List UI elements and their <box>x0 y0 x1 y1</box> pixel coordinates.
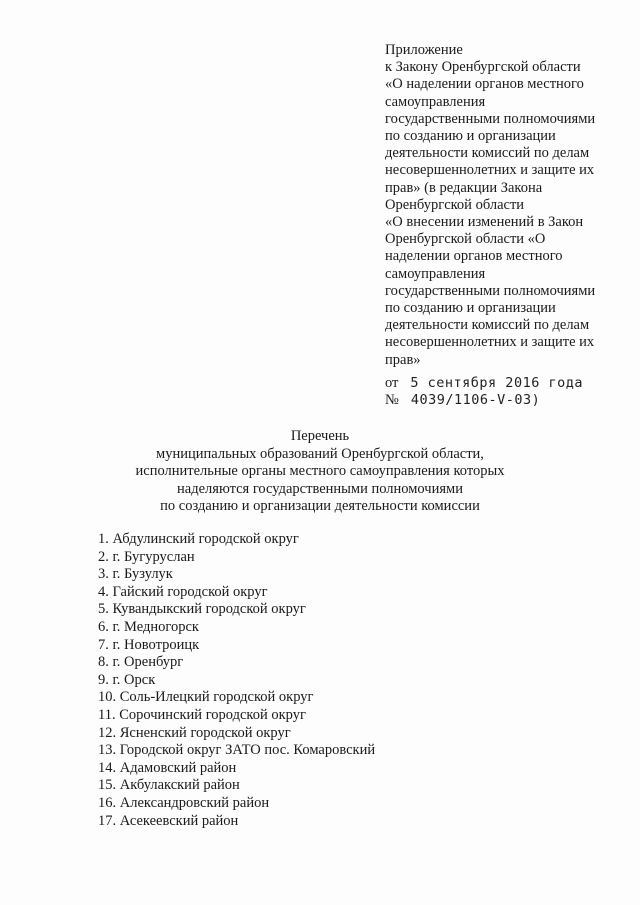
list-item: 6. г. Медногорск <box>98 618 199 635</box>
appendix-line: прав» (в редакции Закона <box>385 179 543 196</box>
list-item: 2. г. Бугуруслан <box>98 548 195 565</box>
list-item: 4. Гайский городской округ <box>98 583 268 600</box>
heading-line: по созданию и организации деятельности комиссии <box>160 498 480 514</box>
list-item: 15. Акбулакский район <box>98 777 240 794</box>
appendix-line: к Закону Оренбургской области <box>385 59 581 76</box>
list-item: 17. Асекеевский район <box>98 812 239 829</box>
appendix-line: прав» <box>385 351 421 368</box>
appendix-line: по созданию и организации <box>385 128 556 145</box>
number-prefix: № <box>385 392 399 408</box>
list-item: 16. Александровский район <box>98 794 270 811</box>
appendix-line: деятельности комиссий по делам <box>385 145 590 162</box>
appendix-line: государственными полномочиями <box>385 110 596 127</box>
appendix-line: Оренбургской области «О <box>385 231 546 248</box>
list-item: 7. г. Новотроицк <box>98 636 200 653</box>
appendix-line: несовершеннолетних и защите их <box>385 334 595 351</box>
number-line <box>385 392 540 409</box>
appendix-block <box>385 42 625 369</box>
list-item: 9. г. Орск <box>98 671 156 688</box>
heading-line: муниципальных образований Оренбургской области, <box>156 445 484 462</box>
number-stamp: 4039/1106-V-03) <box>410 392 541 408</box>
appendix-line: деятельности комиссий по делам <box>385 317 590 334</box>
heading-line: исполнительные органы местного самоуправления которых <box>135 463 505 479</box>
appendix-line: несовершеннолетних и защите их <box>385 162 595 179</box>
date-stamp: 5 сентября 2016 года <box>410 375 583 391</box>
appendix-line: самоуправления <box>385 265 486 282</box>
appendix-line: наделении органов местного <box>385 248 563 265</box>
list-item: 5. Кувандыкский городской округ <box>98 601 306 618</box>
heading-line: наделяются государственными полномочиями <box>177 480 463 497</box>
appendix-line: государственными полномочиями <box>385 282 596 299</box>
appendix-line: самоуправления <box>385 93 486 110</box>
list-item: 1. Абдулинский городской округ <box>98 531 299 547</box>
heading-title: Перечень <box>290 428 350 444</box>
list-item: 14. Адамовский район <box>98 759 237 776</box>
list-item: 10. Соль-Илецкий городской округ <box>98 689 314 706</box>
appendix-line: по созданию и организации <box>385 300 556 317</box>
appendix-line: «О наделении органов местного <box>385 76 584 93</box>
appendix-line: Оренбургской области <box>385 196 525 213</box>
list-item: 11. Сорочинский городской округ <box>98 706 306 723</box>
list-item: 13. Городской округ ЗАТО пос. Комаровский <box>98 742 376 759</box>
appendix-line: «О внесении изменений в Закон <box>385 214 584 231</box>
list-item: 8. г. Оренбург <box>98 654 184 671</box>
appendix-line: Приложение <box>385 42 463 58</box>
list-item: 3. г. Бузулук <box>98 566 173 583</box>
municipality-list <box>98 531 375 830</box>
list-item: 12. Ясненский городской округ <box>98 724 291 741</box>
list-heading <box>0 428 640 516</box>
date-prefix: от <box>385 375 399 391</box>
date-line <box>385 375 583 392</box>
